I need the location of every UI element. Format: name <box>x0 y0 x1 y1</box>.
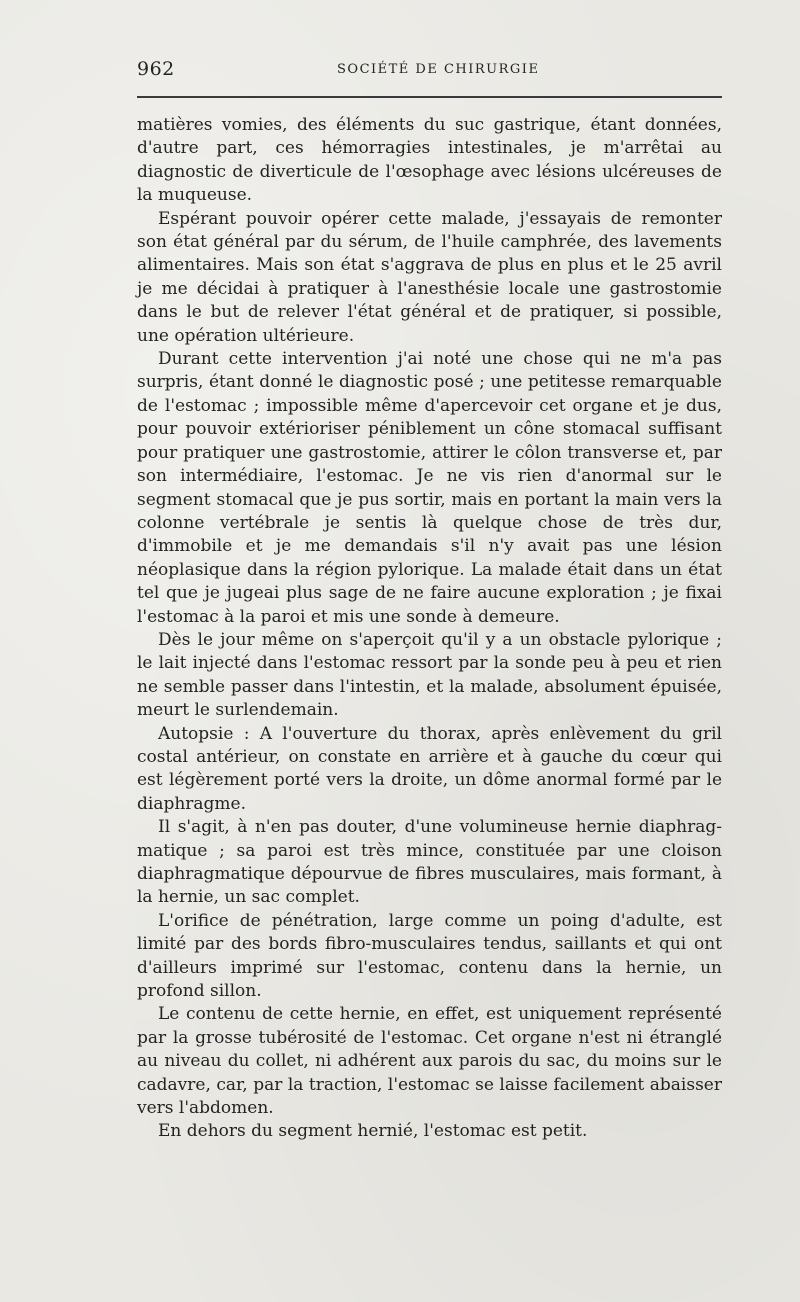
paragraph: En dehors du segment hernié, l'estomac est petit. <box>158 1121 588 1142</box>
paragraph: Le contenu de cette hernie, en effet, est uniquement représenté par la grosse tubérosité de l'estomac. Cet organe n'est ni étranglé au niveau du collet, ni adhérent aux parois du sac, du moins sur le cadavre, car, par la traction, l'estomac se laisse facilement abaisser vers l'abdomen. <box>137 1004 722 1119</box>
paragraph-autopsie: Autopsie : A l'ouverture du thorax, après enlèvement du gril costal antérieur, on constate en arrière et à gauche du cœur qui est légèrement porté vers la droite, un dôme anormal formé par le diaphragme. <box>137 723 722 814</box>
journal-title: SOCIÉTÉ DE CHIRURGIE <box>337 62 540 77</box>
paragraph: Espérant pouvoir opérer cette malade, j'essayais de remonter son état général par du sérum, de l'huile camphrée, des lavements alimentaires. Mais son état s'aggrava de plus en plus et le 25 avril je me décidai à pratiquer à l'anesthésie locale une gastrostomie dans le but de relever l'état général et de pratiquer, si possible, une opération ultérieure. <box>137 208 722 346</box>
paragraph: Durant cette intervention j'ai noté une chose qui ne m'a pas surpris, étant donné le diagnostic posé ; une petitesse remarquable de l'estomac ; impossible même d'apercevoir cet organe et je dus, pour pouvoir extérioriser péniblement un cône stomacal suffisant pour pratiquer une gastrostomie, attirer le côlon transverse et, par son intermédiaire, l'estomac. Je ne vis rien d'anormal sur le segment stomacal que je pus sortir, mais en portant la main vers la colonne vertébrale je sentis là quelque chose de très dur, d'immobile et je me demandais s'il n'y avait pas une lésion néoplasique dans la région pylorique. La malade était dans un état tel que je jugeai plus sage de ne faire aucune exploration ; je fixai l'estomac à la paroi et mis une sonde à demeure. <box>137 349 722 627</box>
paragraph: Il s'agit, à n'en pas douter, d'une volumineuse hernie diaphragmatique ; sa paroi est très mince, constituée par une cloison diaphragmatique dépourvue de fibres musculaires, mais formant, à la hernie, un sac complet. <box>137 817 722 908</box>
page-number: 962 <box>137 58 175 80</box>
body-text <box>137 114 722 1144</box>
header-rule <box>137 96 722 98</box>
running-head <box>137 58 722 84</box>
paragraph: Dès le jour même on s'aperçoit qu'il y a un obstacle pylorique ; le lait injecté dans l'estomac ressort par la sonde peu à peu et rien ne semble passer dans l'intestin, et la malade, absolument épuisée, meurt le surlendemain. <box>137 629 722 721</box>
paragraph-continued: matières vomies, des éléments du suc gastrique, étant données, d'autre part, ces hémorragies intestinales, je m'arrêtai au diagnostic de diverticule de l'œsophage avec lésions ulcéreuses de la muqueuse. <box>137 115 722 206</box>
paragraph: L'orifice de pénétration, large comme un poing d'adulte, est limité par des bords fibro-musculaires tendus, saillants et qui ont d'ailleurs imprimé sur l'estomac, contenu dans la hernie, un profond sillon. <box>137 910 722 1002</box>
